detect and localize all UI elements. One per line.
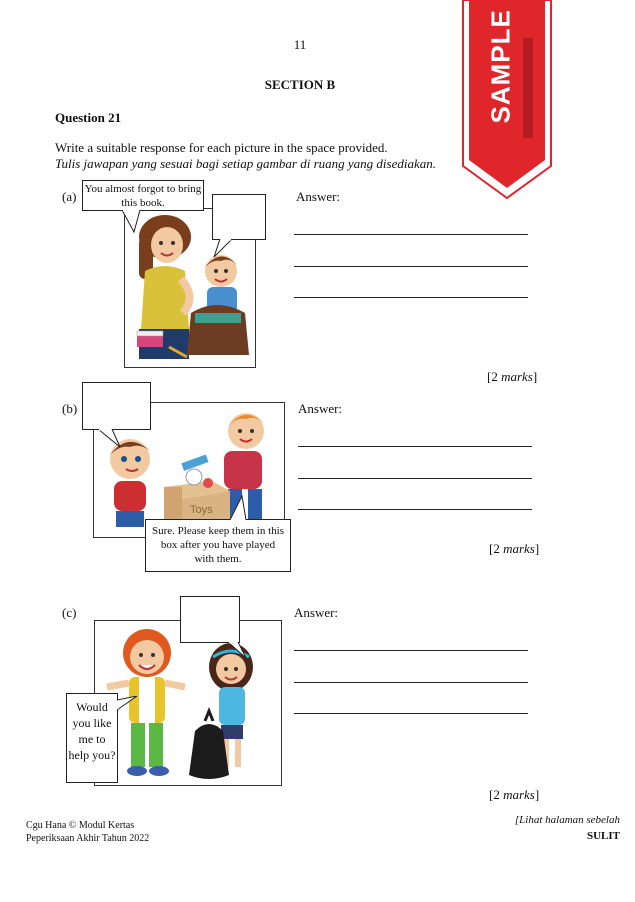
item-c-bubble-tail [117,696,141,726]
item-a-answer-line-2[interactable] [294,266,528,267]
item-b-marks: [2 marks] [489,541,540,556]
item-a-bubble-tail [120,210,150,236]
item-c-marks: [2 marks] [489,787,540,802]
item-c-label: (c) [62,605,77,620]
item-c-answer-label: Answer: [294,605,339,620]
item-a-speech-bubble: You almost forgot to bring this book. [82,180,204,211]
item-b-answer-line-2[interactable] [298,478,532,479]
footer-next-page: [Lihat halaman sebelah [514,814,620,826]
item-a-response-bubble-tail [210,239,240,261]
item-a-answer-label: Answer: [296,189,341,204]
item-b-answer-line-3[interactable] [298,509,532,510]
page-number: 11 [293,37,307,52]
question-title: Question 21 [55,110,122,125]
item-a-answer-line-1[interactable] [294,234,528,235]
item-a-answer-line-3[interactable] [294,297,528,298]
footer-left-line-2: Peperiksaan Akhir Tahun 2022 [26,833,150,844]
item-c-response-bubble-tail [226,642,256,664]
item-b-answer-line-1[interactable] [298,446,532,447]
item-c-answer-line-1[interactable] [294,650,528,651]
item-c-answer-line-2[interactable] [294,682,528,683]
item-c-answer-line-3[interactable] [294,713,528,714]
item-b-speech-bubble: Sure. Please keep them in this box after you have played with them. [145,519,291,572]
toys-box-label: Toys [190,504,213,516]
section-title: SECTION B [264,77,336,92]
footer-confidential: SULIT [586,830,620,842]
item-c-empty-response-bubble [180,596,240,643]
sample-stamp [461,0,553,200]
item-a-marks: [2 marks] [487,369,538,384]
sample-stamp-text: SAMPLE [485,9,516,124]
footer-left-line-1: Cgu Hana © Modul Kertas [26,820,135,831]
item-b-response-bubble-tail [90,429,130,453]
item-a-label: (a) [62,189,77,204]
item-b-empty-response-bubble [82,382,151,430]
item-c-speech-bubble: Would you like me to help you? [66,693,118,783]
footer-copyright [26,819,149,845]
item-b-label: (b) [62,401,78,416]
item-b-bubble-tail [226,494,256,520]
instruction-english: Write a suitable response for each picture in the space provided. [55,140,388,155]
item-b-answer-label: Answer: [298,401,343,416]
instruction-malay: Tulis jawapan yang sesuai bagi setiap gambar di ruang yang disediakan. [55,156,436,171]
item-a-empty-response-bubble [212,194,266,240]
